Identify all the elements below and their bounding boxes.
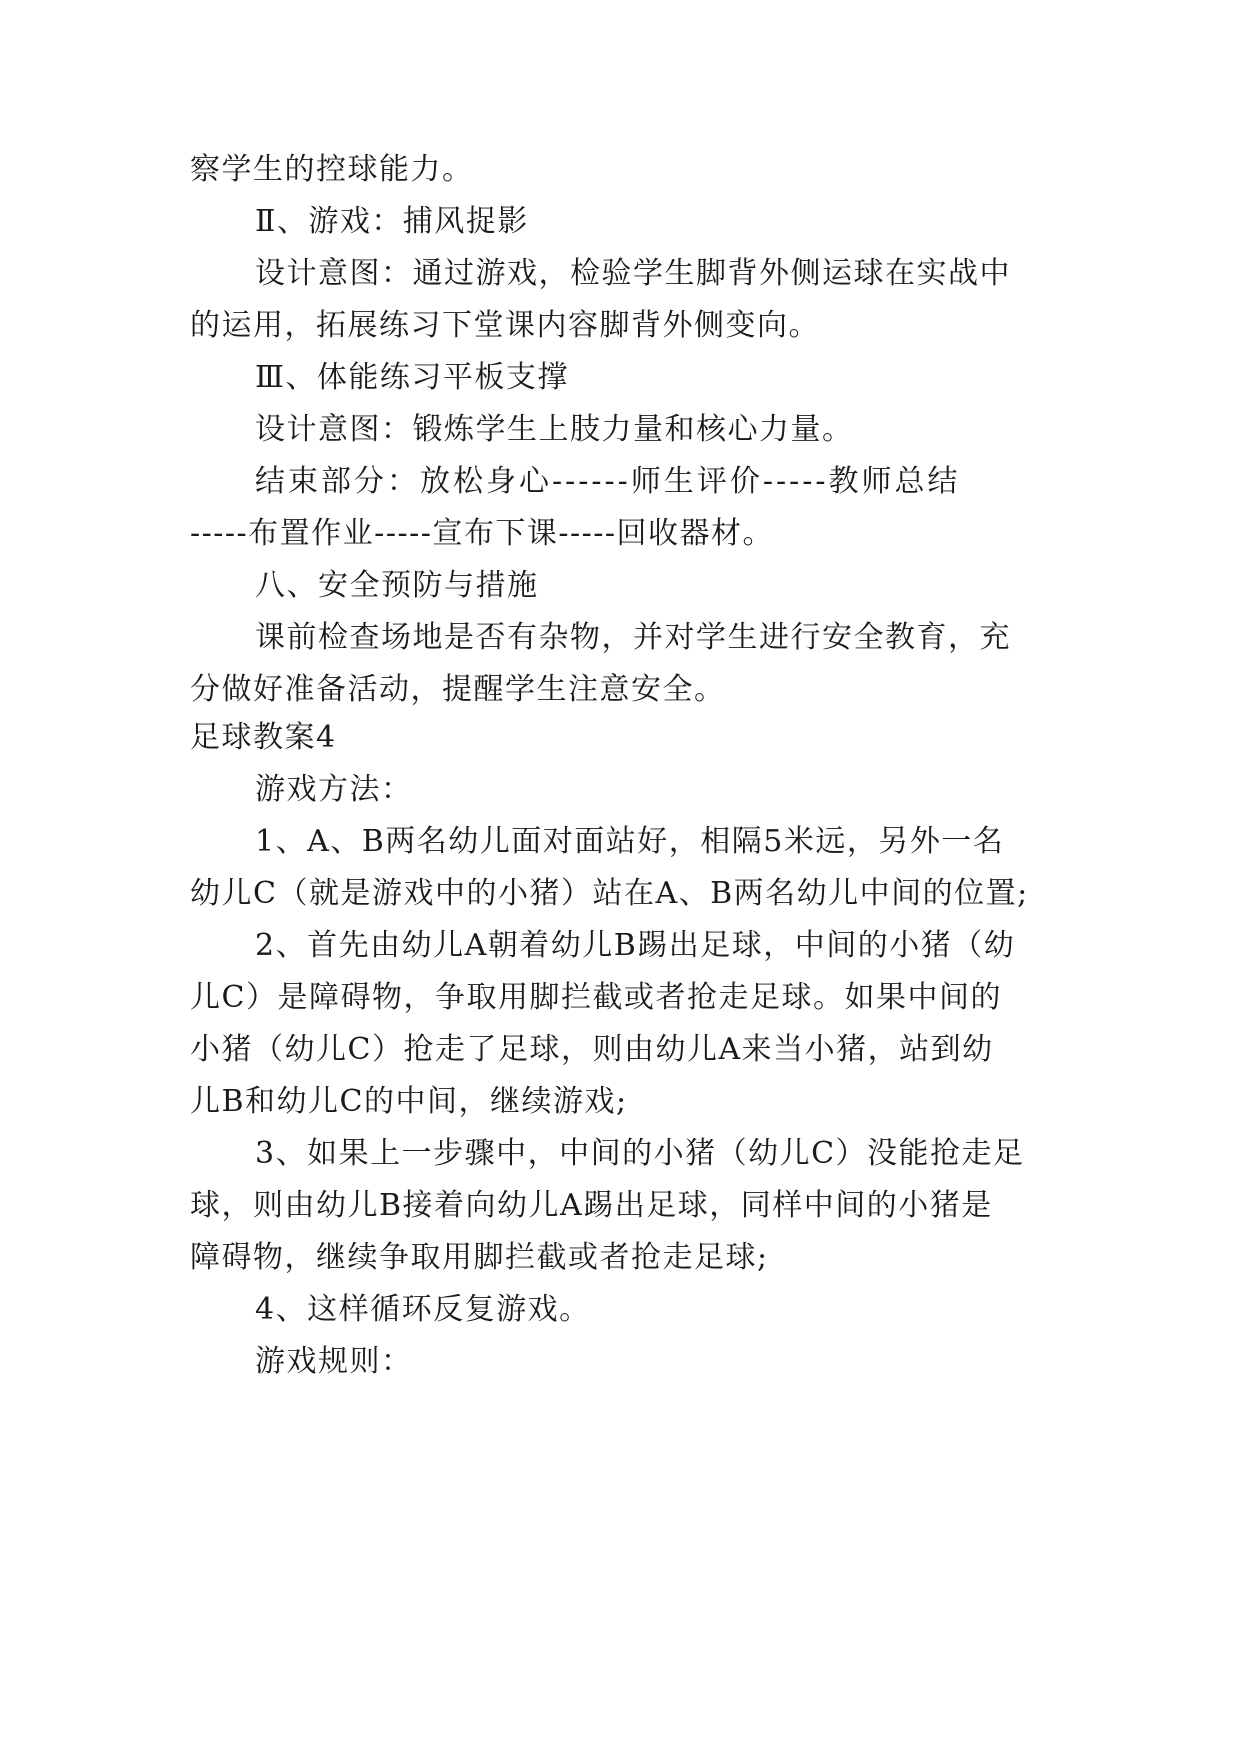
paragraph-line: 3、如果上一步骤中，中间的小猪（幼儿C）没能抢走足 [255, 1136, 1025, 1171]
paragraph-line: 的运用，拓展练习下堂课内容脚背外侧变向。 [190, 308, 820, 343]
paragraph-line: 分做好准备活动，提醒学生注意安全。 [190, 672, 726, 707]
paragraph-line: 儿B和幼儿C的中间，继续游戏; [190, 1084, 628, 1119]
section-heading: Ⅱ、游戏：捕风捉影 [255, 204, 529, 239]
paragraph-line: 游戏规则： [255, 1344, 413, 1379]
paragraph-line: 2、首先由幼儿A朝着幼儿B踢出足球，中间的小猪（幼 [255, 928, 1016, 963]
paragraph-line: 设计意图：锻炼学生上肢力量和核心力量。 [255, 412, 854, 447]
paragraph-line: -----布置作业-----宣布下课-----回收器材。 [190, 516, 775, 551]
section-heading: 八、安全预防与措施 [255, 568, 539, 603]
paragraph-line: 儿C）是障碍物，争取用脚拦截或者抢走足球。如果中间的 [190, 980, 1002, 1015]
paragraph-line: 设计意图：通过游戏，检验学生脚背外侧运球在实战中 [255, 256, 1011, 291]
paragraph-line: 幼儿C（就是游戏中的小猪）站在A、B两名幼儿中间的位置; [190, 876, 1029, 911]
paragraph-line: 察学生的控球能力。 [190, 152, 474, 187]
paragraph-line: 球，则由幼儿B接着向幼儿A踢出足球，同样中间的小猪是 [190, 1188, 993, 1223]
paragraph-line: 结束部分：放松身心------师生评价-----教师总结 [255, 464, 961, 499]
paragraph-line: 小猪（幼儿C）抢走了足球，则由幼儿A来当小猪，站到幼 [190, 1032, 994, 1067]
section-heading: Ⅲ、体能练习平板支撑 [255, 360, 569, 395]
paragraph-line: 障碍物，继续争取用脚拦截或者抢走足球; [190, 1240, 769, 1275]
paragraph-line: 游戏方法： [255, 772, 413, 807]
paragraph-line: 课前检查场地是否有杂物，并对学生进行安全教育，充 [255, 620, 1011, 655]
paragraph-line: 4、这样循环反复游戏。 [255, 1292, 591, 1327]
paragraph-line: 1、A、B两名幼儿面对面站好，相隔5米远，另外一名 [255, 824, 1005, 859]
document-title: 足球教案4 [190, 720, 337, 755]
